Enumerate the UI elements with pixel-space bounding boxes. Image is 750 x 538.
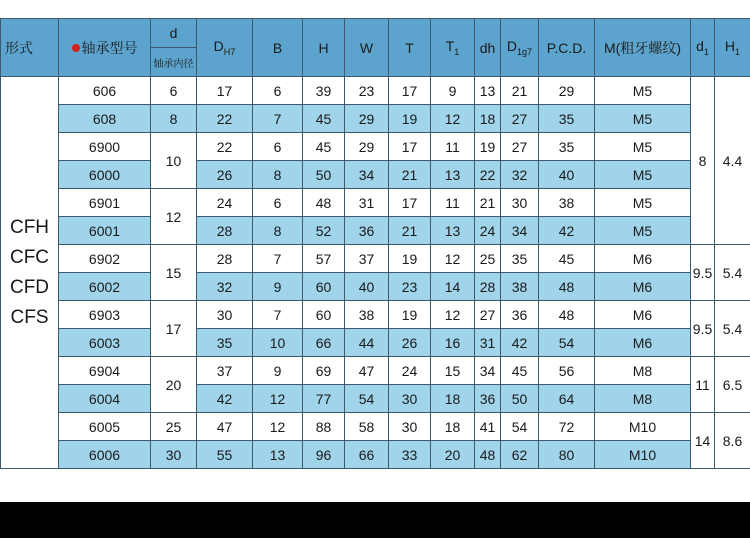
m-cell: M10	[595, 441, 691, 469]
W-cell: 47	[345, 357, 389, 385]
table-row	[1, 161, 750, 189]
header-H1: $H_1$	[715, 19, 750, 77]
m-cell: M6	[595, 329, 691, 357]
H-cell: 57	[303, 245, 345, 273]
d-cell: 8	[151, 105, 197, 133]
model-cell: 6000	[59, 161, 151, 189]
D-cell: 28	[197, 217, 253, 245]
model-cell: 6903	[59, 301, 151, 329]
dh-cell: 19	[475, 133, 501, 161]
B-cell: 8	[253, 217, 303, 245]
T-cell: 26	[389, 329, 431, 357]
T1-cell: 20	[431, 441, 475, 469]
B-cell: 10	[253, 329, 303, 357]
W-cell: 40	[345, 273, 389, 301]
header-H: H	[303, 19, 345, 77]
model-cell: 608	[59, 105, 151, 133]
T-cell: 33	[389, 441, 431, 469]
D-cell: 37	[197, 357, 253, 385]
D1-cell: 30	[501, 189, 539, 217]
dh-cell: 18	[475, 105, 501, 133]
T1-cell: 9	[431, 77, 475, 105]
model-cell: 6006	[59, 441, 151, 469]
T1-cell: 16	[431, 329, 475, 357]
T-cell: 24	[389, 357, 431, 385]
D-cell: 26	[197, 161, 253, 189]
header-d1: $d_1$	[691, 19, 715, 77]
m-cell: M5	[595, 161, 691, 189]
W-cell: 29	[345, 105, 389, 133]
model-cell: 6901	[59, 189, 151, 217]
T1-cell: 12	[431, 105, 475, 133]
W-cell: 44	[345, 329, 389, 357]
header-PCD: P.C.D.	[539, 19, 595, 77]
B-cell: 9	[253, 273, 303, 301]
T-cell: 19	[389, 245, 431, 273]
pcd-cell: 64	[539, 385, 595, 413]
D1-cell: 35	[501, 245, 539, 273]
W-cell: 54	[345, 385, 389, 413]
m-cell: M8	[595, 385, 691, 413]
T1-cell: 12	[431, 301, 475, 329]
model-cell: 6900	[59, 133, 151, 161]
pcd-cell: 35	[539, 105, 595, 133]
T1-cell: 15	[431, 357, 475, 385]
m-cell: M5	[595, 217, 691, 245]
form-type: CFC	[9, 246, 50, 268]
d1-cell: 9.5	[691, 245, 715, 301]
pcd-cell: 45	[539, 245, 595, 273]
table-row	[1, 77, 750, 105]
header-T1: $T_1$	[431, 19, 475, 77]
m-cell: M6	[595, 245, 691, 273]
dh-cell: 21	[475, 189, 501, 217]
D-cell: 35	[197, 329, 253, 357]
m-cell: M6	[595, 301, 691, 329]
header-M: M(粗牙螺纹)	[595, 19, 691, 77]
B-cell: 9	[253, 357, 303, 385]
table-row	[1, 301, 750, 329]
dh-cell: 48	[475, 441, 501, 469]
W-cell: 37	[345, 245, 389, 273]
red-marker-icon	[72, 44, 80, 52]
header-d-subtitle: 轴承内径	[151, 48, 197, 77]
D1-cell: 32	[501, 161, 539, 189]
B-cell: 12	[253, 385, 303, 413]
H-cell: 48	[303, 189, 345, 217]
table-row	[1, 357, 750, 385]
T-cell: 17	[389, 133, 431, 161]
model-cell: 6002	[59, 273, 151, 301]
D1-cell: 36	[501, 301, 539, 329]
m-cell: M8	[595, 357, 691, 385]
pcd-cell: 42	[539, 217, 595, 245]
header-dh: dh	[475, 19, 501, 77]
H-cell: 60	[303, 301, 345, 329]
H-cell: 39	[303, 77, 345, 105]
W-cell: 38	[345, 301, 389, 329]
H-cell: 45	[303, 133, 345, 161]
D-cell: 42	[197, 385, 253, 413]
model-cell: 6904	[59, 357, 151, 385]
H-cell: 50	[303, 161, 345, 189]
dh-cell: 31	[475, 329, 501, 357]
d-cell: 15	[151, 245, 197, 301]
H1-cell: 6.5	[715, 357, 750, 413]
header-form: 形式	[1, 19, 59, 77]
pcd-cell: 48	[539, 273, 595, 301]
dh-cell: 36	[475, 385, 501, 413]
H-cell: 60	[303, 273, 345, 301]
T1-cell: 11	[431, 189, 475, 217]
dh-cell: 25	[475, 245, 501, 273]
T1-cell: 11	[431, 133, 475, 161]
D1-cell: 27	[501, 133, 539, 161]
pcd-cell: 80	[539, 441, 595, 469]
T-cell: 19	[389, 301, 431, 329]
H-cell: 88	[303, 413, 345, 441]
table-row	[1, 441, 750, 469]
T1-cell: 13	[431, 217, 475, 245]
T1-cell: 14	[431, 273, 475, 301]
T-cell: 17	[389, 77, 431, 105]
W-cell: 29	[345, 133, 389, 161]
m-cell: M10	[595, 413, 691, 441]
table-row	[1, 133, 750, 161]
T1-cell: 13	[431, 161, 475, 189]
dh-cell: 41	[475, 413, 501, 441]
W-cell: 34	[345, 161, 389, 189]
form-type: CFD	[9, 276, 50, 298]
H1-cell: 4.4	[715, 77, 750, 245]
table-row	[1, 329, 750, 357]
header-B: B	[253, 19, 303, 77]
d1-cell: 8	[691, 77, 715, 245]
dh-cell: 22	[475, 161, 501, 189]
pcd-cell: 38	[539, 189, 595, 217]
T-cell: 23	[389, 273, 431, 301]
D-cell: 22	[197, 105, 253, 133]
model-cell: 6004	[59, 385, 151, 413]
W-cell: 23	[345, 77, 389, 105]
H-cell: 66	[303, 329, 345, 357]
H-cell: 52	[303, 217, 345, 245]
D-cell: 24	[197, 189, 253, 217]
d-cell: 12	[151, 189, 197, 245]
pcd-cell: 54	[539, 329, 595, 357]
H-cell: 45	[303, 105, 345, 133]
model-cell: 6003	[59, 329, 151, 357]
H1-cell: 5.4	[715, 245, 750, 301]
D1-cell: 62	[501, 441, 539, 469]
D1-cell: 54	[501, 413, 539, 441]
pcd-cell: 29	[539, 77, 595, 105]
header-T: T	[389, 19, 431, 77]
header-D1g7: $D_{1g7}$	[501, 19, 539, 77]
form-types-cell	[1, 77, 59, 469]
dh-cell: 13	[475, 77, 501, 105]
H-cell: 77	[303, 385, 345, 413]
T1-cell: 12	[431, 245, 475, 273]
table-row	[1, 245, 750, 273]
d-cell: 6	[151, 77, 197, 105]
B-cell: 12	[253, 413, 303, 441]
D-cell: 30	[197, 301, 253, 329]
D1-cell: 42	[501, 329, 539, 357]
m-cell: M6	[595, 273, 691, 301]
pcd-cell: 56	[539, 357, 595, 385]
pcd-cell: 48	[539, 301, 595, 329]
B-cell: 13	[253, 441, 303, 469]
W-cell: 31	[345, 189, 389, 217]
W-cell: 58	[345, 413, 389, 441]
B-cell: 8	[253, 161, 303, 189]
D1-cell: 27	[501, 105, 539, 133]
d-cell: 17	[151, 301, 197, 357]
T-cell: 21	[389, 161, 431, 189]
D1-cell: 34	[501, 217, 539, 245]
model-cell: 6902	[59, 245, 151, 273]
header-DH7: $D_{H7}$	[197, 19, 253, 77]
D-cell: 17	[197, 77, 253, 105]
table-row	[1, 413, 750, 441]
T-cell: 21	[389, 217, 431, 245]
d1-cell: 14	[691, 413, 715, 469]
D1-cell: 45	[501, 357, 539, 385]
form-type: CFH	[9, 216, 50, 238]
d1-cell: 11	[691, 357, 715, 413]
model-cell: 6001	[59, 217, 151, 245]
form-type: CFS	[10, 306, 49, 328]
dh-cell: 34	[475, 357, 501, 385]
W-cell: 36	[345, 217, 389, 245]
table-row	[1, 189, 750, 217]
B-cell: 7	[253, 301, 303, 329]
pcd-cell: 40	[539, 161, 595, 189]
T-cell: 17	[389, 189, 431, 217]
d-cell: 30	[151, 441, 197, 469]
m-cell: M5	[595, 189, 691, 217]
W-cell: 66	[345, 441, 389, 469]
m-cell: M5	[595, 133, 691, 161]
B-cell: 6	[253, 189, 303, 217]
D-cell: 47	[197, 413, 253, 441]
dh-cell: 24	[475, 217, 501, 245]
table-row	[1, 217, 750, 245]
m-cell: M5	[595, 105, 691, 133]
model-cell: 606	[59, 77, 151, 105]
m-cell: M5	[595, 77, 691, 105]
T-cell: 30	[389, 385, 431, 413]
D1-cell: 38	[501, 273, 539, 301]
dh-cell: 28	[475, 273, 501, 301]
bearing-spec-table	[0, 18, 750, 469]
H1-cell: 5.4	[715, 301, 750, 357]
T1-cell: 18	[431, 413, 475, 441]
D-cell: 55	[197, 441, 253, 469]
pcd-cell: 35	[539, 133, 595, 161]
model-cell: 6005	[59, 413, 151, 441]
T-cell: 30	[389, 413, 431, 441]
D-cell: 32	[197, 273, 253, 301]
T1-cell: 18	[431, 385, 475, 413]
T-cell: 19	[389, 105, 431, 133]
d-cell: 25	[151, 413, 197, 441]
D-cell: 22	[197, 133, 253, 161]
B-cell: 7	[253, 105, 303, 133]
B-cell: 6	[253, 77, 303, 105]
table-row	[1, 385, 750, 413]
H-cell: 69	[303, 357, 345, 385]
D1-cell: 21	[501, 77, 539, 105]
H-cell: 96	[303, 441, 345, 469]
B-cell: 7	[253, 245, 303, 273]
pcd-cell: 72	[539, 413, 595, 441]
d1-cell: 9.5	[691, 301, 715, 357]
B-cell: 6	[253, 133, 303, 161]
header-W: W	[345, 19, 389, 77]
table-row	[1, 105, 750, 133]
table-row	[1, 273, 750, 301]
header-bearing-model: 轴承型号	[59, 19, 151, 77]
H1-cell: 8.6	[715, 413, 750, 469]
D-cell: 28	[197, 245, 253, 273]
d-cell: 10	[151, 133, 197, 189]
header-d: d	[151, 19, 197, 48]
D1-cell: 50	[501, 385, 539, 413]
bottom-black-bar	[0, 502, 750, 538]
d-cell: 20	[151, 357, 197, 413]
dh-cell: 27	[475, 301, 501, 329]
